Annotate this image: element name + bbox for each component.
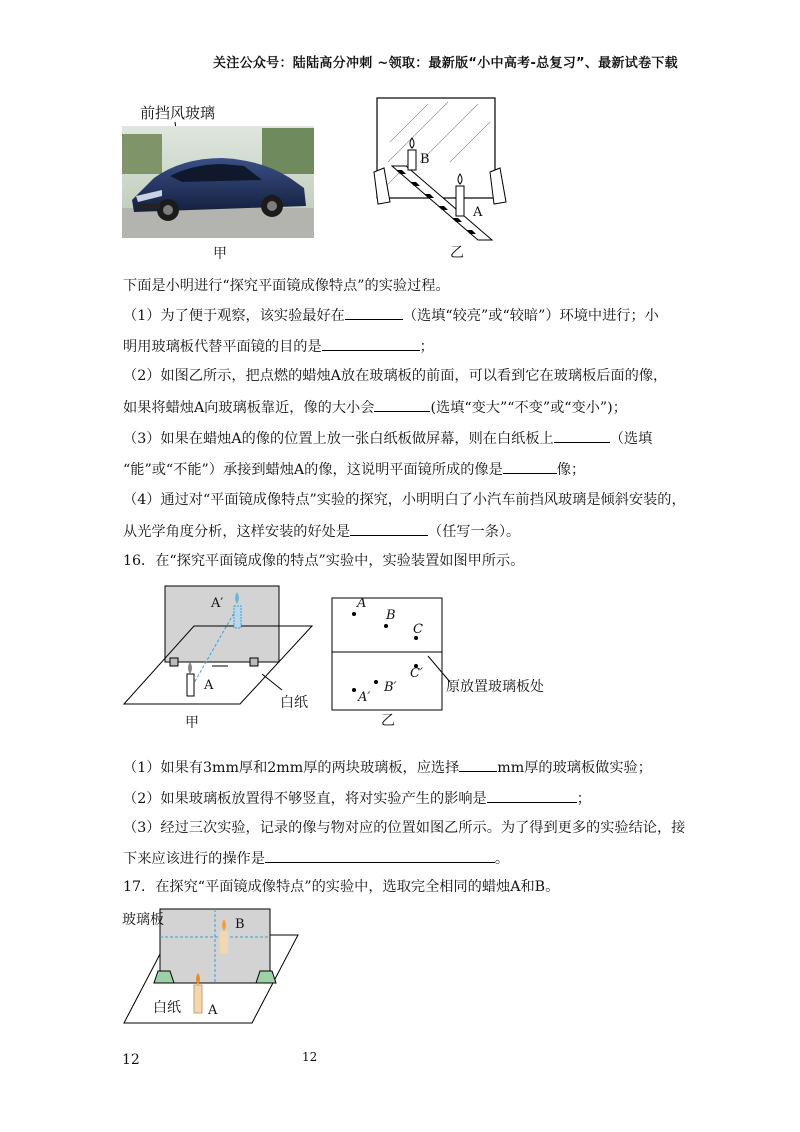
q17-candle-b-label: B [235, 917, 245, 932]
answer-blank[interactable] [322, 336, 420, 351]
q16-yi-diagram [330, 594, 570, 734]
windshield-label: 前挡风玻璃 [140, 104, 216, 122]
point-a-label: A [357, 596, 367, 611]
q17-title: 17．在探究“平面镜成像特点”的实验中，选取完全相同的蜡烛A和B。 [123, 879, 560, 895]
answer-blank[interactable] [487, 788, 577, 803]
q15-part4-line1: （4）通过对“平面镜成像特点”实验的探究，小明明白了小汽车前挡风玻璃是倾斜安装的， [123, 492, 686, 508]
q16-title: 16．在“探究平面镜成像的特点”实验中，实验装置如图甲所示。 [123, 553, 525, 569]
page-number-left: 12 [122, 1052, 140, 1068]
q16-part1: （1）如果有3mm厚和2mm厚的两块玻璃板，应选择 mm厚的玻璃板做实验； [123, 757, 652, 778]
glass-position-annotation: 原放置玻璃板处 [446, 679, 544, 695]
q17-white-paper-label: 白纸 [153, 1000, 181, 1016]
point-b-label: B [386, 608, 396, 623]
candle-a-label: A [473, 205, 483, 220]
q15-part2-line1: （2）如图乙所示，把点燃的蜡烛A放在玻璃板的前面，可以看到它在玻璃板后面的像， [123, 368, 668, 384]
point-a-prime-label: A′ [358, 690, 371, 705]
q15-part2-line2: 如果将蜡烛A向玻璃板靠近，像的大小会 (选填“变大”“不变”或“变小”)； [123, 397, 627, 418]
page-number-center: 12 [302, 1050, 318, 1064]
q15-part3-line2: “能”或“不能”）承接到蜡烛A的像，这说明平面镜所成的像是 像； [123, 459, 585, 480]
q17-candle-a-label: A [208, 1003, 218, 1018]
q15-part4-line2: 从光学角度分析，这样安装的好处是 （任写一条）。 [123, 521, 520, 542]
page-header: 关注公众号：陆陆高分冲刺 ~领取：最新版“小中高考-总复习”、最新试卷下载 [212, 56, 678, 71]
figure-caption-jia: 甲 [213, 246, 227, 262]
q15-intro: 下面是小明进行“探究平面镜成像特点”的实验过程。 [123, 278, 450, 294]
car-figure [120, 100, 320, 270]
candle-glass-diagram [360, 92, 520, 242]
q17-figure [120, 905, 320, 1030]
point-b-prime-label: B′ [384, 680, 397, 695]
answer-blank[interactable] [503, 459, 557, 474]
point-c-prime-label: C′ [410, 666, 423, 681]
q16-part3-line1: （3）经过三次实验，记录的像与物对应的位置如图乙所示。为了得到更多的实验结论，接 [123, 820, 686, 836]
car-photo [122, 126, 314, 238]
q16-part2: （2）如果玻璃板放置得不够竖直，将对实验产生的影响是 ； [123, 788, 591, 809]
q16-candle-a-label: A [204, 678, 214, 693]
answer-blank[interactable] [345, 305, 403, 320]
q16-caption-yi: 乙 [381, 713, 395, 729]
q15-part1-line2: 明用玻璃板代替平面镜的目的是 ； [123, 336, 434, 357]
point-c-label: C [413, 622, 423, 637]
q15-part1-line1: （1）为了便于观察，该实验最好在 （选填“较亮”或“较暗”）环境中进行；小 [123, 305, 659, 326]
glass-plate-label: 玻璃板 [122, 912, 164, 928]
answer-blank[interactable] [350, 521, 428, 536]
answer-blank[interactable] [459, 757, 497, 772]
q16-caption-jia: 甲 [185, 715, 199, 731]
candle-b-label: B [420, 152, 430, 167]
q16-jia-figure [120, 582, 320, 732]
q16-yi-figure [330, 594, 570, 734]
figure-caption-yi: 乙 [450, 245, 464, 261]
q15-part3-line1: （3）如果在蜡烛A的像的位置上放一张白纸板做屏幕，则在白纸板上 （选填 [123, 428, 652, 449]
q16-part3-line2: 下来应该进行的操作是 。 [123, 848, 509, 869]
q16-image-a-label: A′ [211, 596, 224, 611]
answer-blank[interactable] [374, 397, 430, 412]
answer-blank[interactable] [554, 428, 610, 443]
white-paper-label: 白纸 [280, 695, 308, 711]
answer-blank[interactable] [265, 848, 495, 863]
candle-glass-figure [360, 92, 520, 272]
